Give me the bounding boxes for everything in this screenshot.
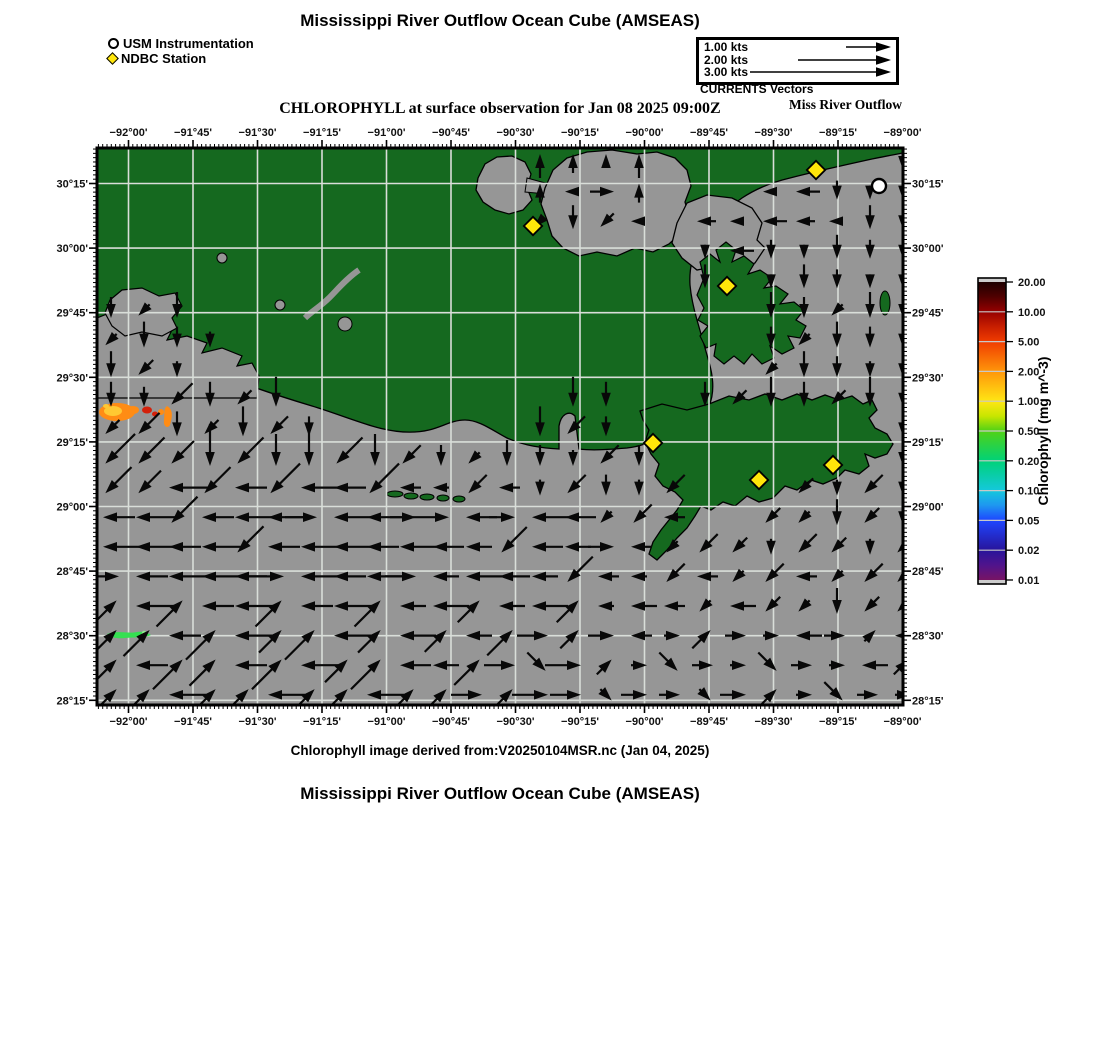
speed-label: 1.00 kts: [704, 40, 749, 54]
colorbar-axis-title: Chlorophyll (mg m^-3): [1035, 356, 1051, 506]
source-caption: Chlorophyll image derived from:V20250104MSR.nc (Jan 04, 2025): [290, 743, 710, 758]
lat-tick-label-left: 28°30': [56, 630, 88, 643]
lon-tick-label-top: −91°30': [238, 127, 277, 139]
legend-label: NDBC Station: [121, 51, 207, 66]
colorbar-tick-label: 0.10: [1018, 485, 1040, 498]
pond: [338, 317, 352, 331]
lon-tick-label-bottom: −92°00': [109, 716, 148, 728]
lat-tick-label-right: 29°15': [912, 436, 944, 449]
lon-tick-label-bottom: −89°15': [819, 716, 857, 728]
lon-tick-label-top: −89°45': [690, 127, 728, 139]
currents-caption: CURRENTS Vectors: [700, 82, 814, 96]
scale-arrow-1kt-icon: [744, 41, 894, 53]
colorbar-tick-label: 0.20: [1018, 455, 1040, 468]
lon-tick-label-bottom: −91°15': [303, 716, 341, 728]
lat-tick-label-right: 28°15': [912, 695, 944, 708]
lat-tick-label-left: 29°00': [56, 501, 88, 514]
lat-tick-label-left: 28°45': [56, 566, 88, 579]
legend-item-ndbc: [108, 51, 254, 66]
pond: [217, 253, 227, 263]
lat-tick-label-right: 29°00': [912, 501, 944, 514]
lon-tick-label-top: −90°00': [625, 127, 664, 139]
legend-item-usm: [108, 36, 254, 51]
plot-subtitle: CHLOROPHYLL at surface observation for Jan 08 2025 09:00Z: [279, 100, 721, 117]
lon-tick-label-bottom: −89°00': [883, 716, 922, 728]
usm-station-marker: [872, 179, 886, 193]
lat-tick-label-right: 29°30': [912, 372, 944, 385]
lon-tick-label-top: −89°15': [819, 127, 857, 139]
lon-tick-label-top: −90°30': [496, 127, 535, 139]
lon-tick-label-bottom: −89°45': [690, 716, 728, 728]
lon-tick-label-top: −91°15': [303, 127, 341, 139]
lat-tick-label-right: 28°45': [912, 566, 944, 579]
footer-title: Mississippi River Outflow Ocean Cube (AMSEAS): [300, 784, 700, 803]
lon-tick-label-top: −90°45': [432, 127, 470, 139]
lon-tick-label-top: −90°15': [561, 127, 599, 139]
colorbar-tick-label: 0.01: [1018, 575, 1040, 587]
lon-tick-label-bottom: −90°30': [496, 716, 535, 728]
lon-tick-label-top: −91°00': [367, 127, 406, 139]
lon-tick-label-bottom: −90°00': [625, 716, 664, 728]
lon-tick-label-top: −91°45': [174, 127, 212, 139]
colorbar-tick-label: 0.05: [1018, 515, 1040, 528]
lake-pontchartrain: [541, 150, 691, 256]
lon-tick-label-bottom: −91°30': [238, 716, 277, 728]
colorbar: [978, 278, 1013, 584]
lat-tick-label-right: 30°15': [912, 178, 944, 191]
lat-tick-label-left: 30°00': [56, 243, 88, 256]
lat-tick-label-right: 28°30': [912, 630, 944, 643]
colorbar-tick-label: 1.00: [1018, 396, 1040, 409]
currents-scale-box: [696, 37, 899, 85]
lon-tick-label-bottom: −90°45': [432, 716, 470, 728]
lat-tick-label-left: 29°30': [56, 372, 88, 385]
speed-label: 3.00 kts: [704, 65, 749, 79]
lat-tick-label-left: 28°15': [56, 695, 88, 708]
pond: [275, 300, 285, 310]
colorbar-tick-label: 2.00: [1018, 366, 1040, 379]
colorbar-tick-label: 10.00: [1018, 306, 1046, 319]
map-area: [82, 140, 921, 722]
lon-tick-label-bottom: −89°30': [754, 716, 793, 728]
scale-arrow-3kt-icon: [744, 66, 894, 78]
colorbar-tick-label: 20.00: [1018, 277, 1046, 289]
lat-tick-label-right: 29°45': [912, 307, 944, 320]
colorbar-tick-label: 0.02: [1018, 545, 1040, 558]
lat-tick-label-left: 30°15': [56, 178, 88, 191]
page-title: Mississippi River Outflow Ocean Cube (AMSEAS): [300, 11, 700, 30]
lat-tick-label-right: 30°00': [912, 243, 944, 256]
lat-tick-label-left: 29°15': [56, 436, 88, 449]
legend-label: USM Instrumentation: [123, 36, 254, 51]
usm-circle-icon: [108, 38, 119, 49]
lat-tick-label-left: 29°45': [56, 307, 88, 320]
lon-tick-label-bottom: −91°00': [367, 716, 406, 728]
marker-legend: [108, 36, 254, 66]
region-label: Miss River Outflow: [789, 97, 902, 112]
lon-tick-label-bottom: −90°15': [561, 716, 599, 728]
colorbar-tick-label: 0.50: [1018, 426, 1040, 438]
lon-tick-label-bottom: −91°45': [174, 716, 212, 728]
lon-tick-label-top: −89°00': [883, 127, 922, 139]
speed-label: 2.00 kts: [704, 52, 749, 67]
ndbc-diamond-icon: [106, 52, 119, 65]
currents-scale-row: [704, 66, 896, 79]
lon-tick-label-top: −89°30': [754, 127, 793, 139]
lon-tick-label-top: −92°00': [109, 127, 148, 139]
colorbar-tick-label: 5.00: [1018, 336, 1040, 349]
scale-arrow-2kt-icon: [744, 54, 894, 66]
